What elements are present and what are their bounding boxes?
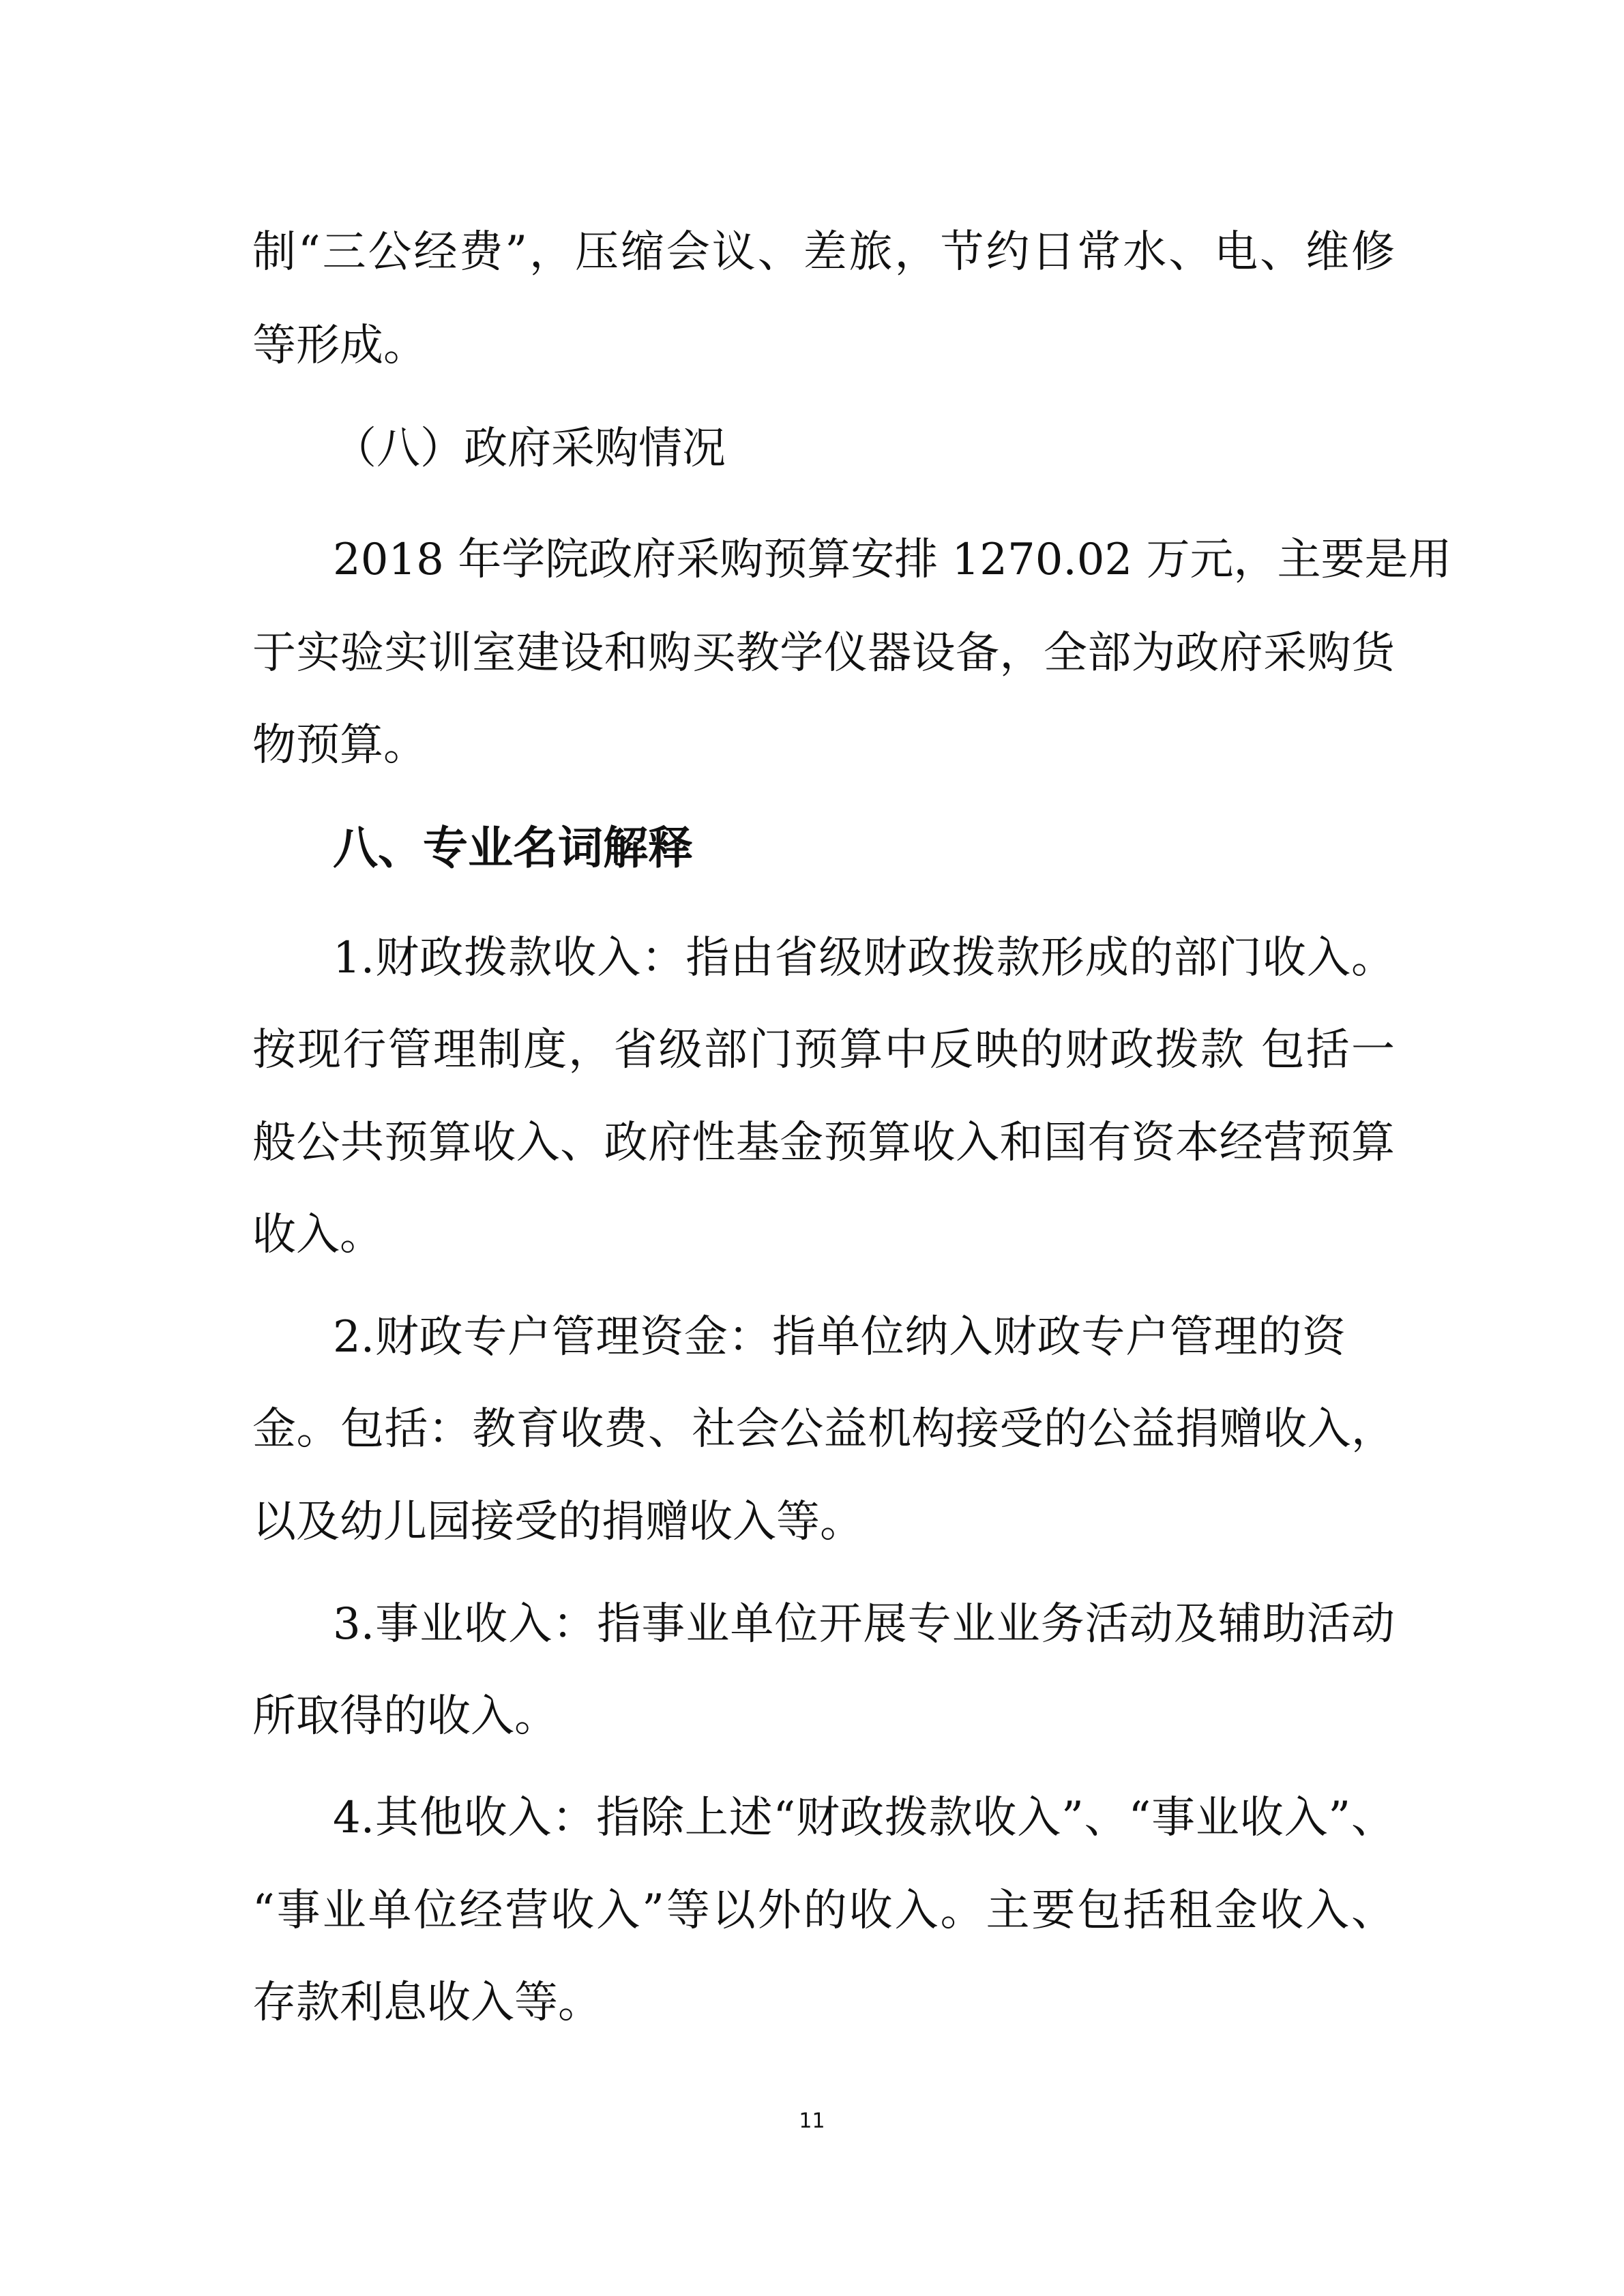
paragraph-line: 等形成。 xyxy=(252,320,427,371)
term-definition-line: 所取得的收入。 xyxy=(252,1691,558,1742)
term-definition-line: 金。包括：教育收费、社会公益机构接受的公益捐赠收入， xyxy=(252,1404,1395,1455)
term-definition-line: 收入。 xyxy=(252,1210,383,1260)
paragraph-line: 于实验实训室建设和购买教学仪器设备，全部为政府采购货 xyxy=(252,628,1395,679)
paragraph-line: 物预算。 xyxy=(252,720,427,771)
term-definition-line: 般公共预算收入、政府性基金预算收入和国有资本经营预算 xyxy=(252,1118,1395,1168)
term-definition-line: 以及幼儿园接受的捐赠收入等。 xyxy=(252,1497,863,1547)
term-definition-line: 按现行管理制度，省级部门预算中反映的财政拨款 包括一 xyxy=(252,1025,1395,1075)
term-definition-line: 1.财政拨款收入：指由省级财政拨款形成的部门收入。 xyxy=(333,933,1395,983)
term-definition-line: 4.其他收入：指除上述“财政拨款收入”、“事业收入”、 xyxy=(333,1793,1395,1843)
term-definition-line: 2.财政专户管理资金：指单位纳入财政专户管理的资 xyxy=(333,1312,1346,1362)
term-definition-line: 3.事业收入：指事业单位开展专业业务活动及辅助活动 xyxy=(333,1599,1395,1650)
paragraph-line: 制“三公经费”，压缩会议、差旅，节约日常水、电、维修 xyxy=(252,227,1395,278)
paragraph-line: 2018 年学院政府采购预算安排 1270.02 万元，主要是用 xyxy=(333,535,1452,585)
term-definition-line: “事业单位经营收入”等以外的收入。主要包括租金收入、 xyxy=(252,1885,1395,1936)
subsection-heading: （八）政府采购情况 xyxy=(333,423,726,474)
page-number: 11 xyxy=(799,2109,825,2133)
term-definition-line: 存款利息收入等。 xyxy=(252,1978,602,2028)
section-heading: 八、专业名词解释 xyxy=(333,822,693,874)
